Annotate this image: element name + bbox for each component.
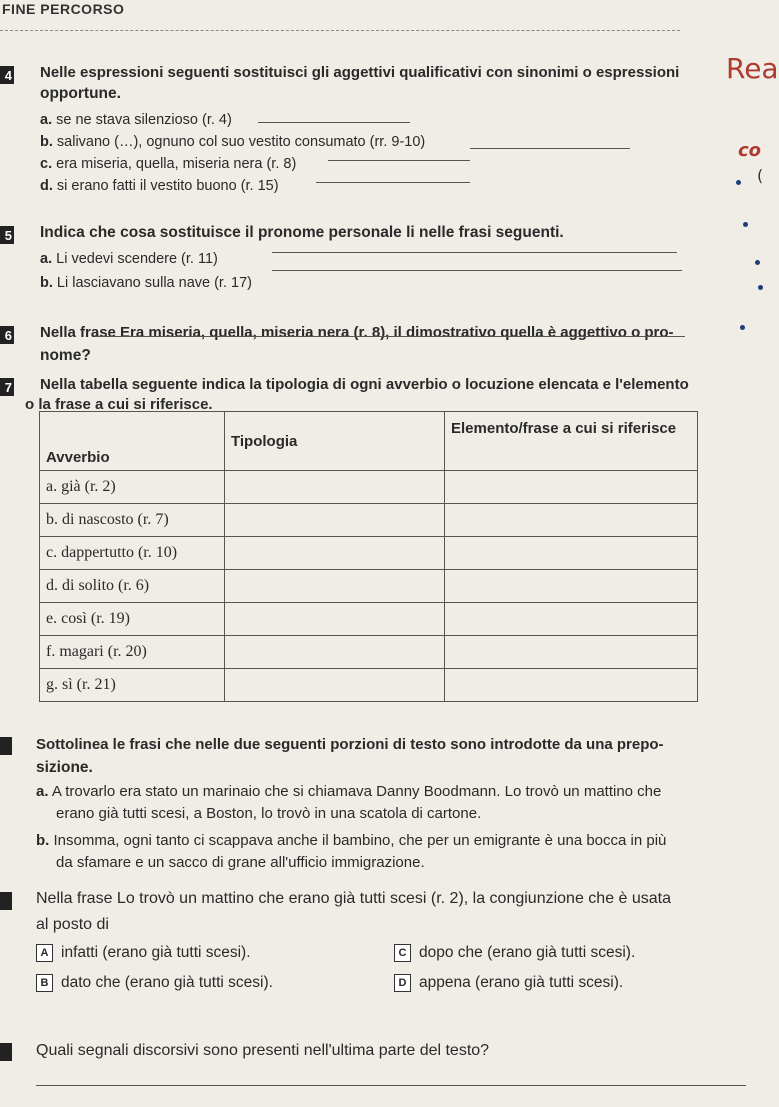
bullet-dot (740, 325, 745, 330)
column-header: Elemento/frase a cui si riferisce (445, 412, 698, 471)
passage-a: a. A trovarlo era stato un marinaio che si chiamava Danny Boodmann. Lo trovò un mattino che (36, 783, 662, 800)
answer-cell[interactable] (225, 636, 445, 669)
exercise-8-prompt-cont: sizione. (36, 759, 93, 776)
option-c[interactable]: C dopo che (erano già tutti scesi). (394, 944, 635, 962)
option-key[interactable]: B (36, 974, 53, 992)
answer-line[interactable] (36, 1085, 746, 1086)
answer-cell[interactable] (445, 636, 698, 669)
answer-cell[interactable] (225, 537, 445, 570)
answer-cell[interactable] (225, 504, 445, 537)
exercise-7-prompt: Nella tabella seguente indica la tipologia di ogni avverbio o locuzione elencata e l'elemento (40, 376, 689, 393)
answer-line[interactable] (95, 336, 685, 337)
answer-cell[interactable] (225, 570, 445, 603)
option-key[interactable]: A (36, 944, 53, 962)
exercise-4-item-a: a. se ne stava silenzioso (r. 4) (40, 112, 232, 128)
answer-line[interactable] (272, 270, 682, 271)
header-divider (0, 30, 680, 31)
exercise-4-item-c: c. era miseria, quella, miseria nera (r. 8) (40, 156, 297, 172)
answer-cell[interactable] (445, 669, 698, 702)
bullet-dot (758, 285, 763, 290)
answer-cell[interactable] (225, 603, 445, 636)
answer-line[interactable] (470, 148, 630, 149)
option-b[interactable]: B dato che (erano già tutti scesi). (36, 974, 273, 992)
exercise-number: 5 (0, 226, 14, 244)
table-row (40, 537, 698, 570)
passage-b: b. Insomma, ogni tanto ci scappava anche il bambino, che per un emigrante è una bocca in più (36, 832, 667, 849)
adverb-table (39, 411, 698, 702)
section-header: FINE PERCORSO (2, 1, 125, 17)
exercise-6-prompt: Nella frase Era miseria, quella, miseria nera (r. 8), il dimostrativo quella è aggettivo o pro- (40, 324, 674, 341)
table-row (40, 636, 698, 669)
table-row (40, 471, 698, 504)
exercise-5-prompt: Indica che cosa sostituisce il pronome personale li nelle frasi seguenti. (40, 224, 564, 241)
adverb-cell: d. di solito (r. 6) (40, 570, 225, 603)
passage-a-cont: erano già tutti scesi, a Boston, lo trovò in una scatola di cartone. (56, 805, 482, 822)
answer-line[interactable] (316, 182, 470, 183)
passage-b-cont: da sfamare e un sacco di grane all'ufficio immigrazione. (56, 854, 425, 871)
answer-cell[interactable] (445, 537, 698, 570)
side-paren: ( (757, 166, 764, 185)
side-word-co: co (738, 140, 762, 161)
answer-cell[interactable] (225, 669, 445, 702)
adverb-cell: f. magari (r. 20) (40, 636, 225, 669)
answer-cell[interactable] (445, 471, 698, 504)
exercise-7-prompt-cont: o la frase a cui si riferisce. (25, 396, 213, 413)
exercise-9-prompt: Nella frase Lo trovò un mattino che erano già tutti scesi (r. 2), la congiunzione che è usata (36, 890, 672, 907)
answer-line[interactable] (272, 252, 677, 253)
option-key[interactable]: D (394, 974, 411, 992)
exercise-4-item-d: d. si erano fatti il vestito buono (r. 15) (40, 178, 279, 194)
adverb-cell: b. di nascosto (r. 7) (40, 504, 225, 537)
answer-line[interactable] (258, 122, 410, 123)
exercise-number: 6 (0, 326, 14, 344)
exercise-number: 7 (0, 378, 14, 396)
column-header: Avverbio (40, 412, 225, 471)
table-row (40, 570, 698, 603)
table-header-row (40, 412, 698, 471)
column-header: Tipologia (225, 412, 445, 471)
exercise-number-marker (0, 737, 12, 755)
side-word-rea: Rea (726, 52, 779, 85)
option-a[interactable]: A infatti (erano già tutti scesi). (36, 944, 251, 962)
adverb-cell: c. dappertutto (r. 10) (40, 537, 225, 570)
bullet-dot (743, 222, 748, 227)
bullet-dot (755, 260, 760, 265)
table-row (40, 603, 698, 636)
exercise-number-marker (0, 1043, 12, 1061)
exercise-4-prompt: Nelle espressioni seguenti sostituisci gli aggettivi qualificativi con sinonimi o espressioni (40, 64, 680, 81)
exercise-10-prompt: Quali segnali discorsivi sono presenti nell'ultima parte del testo? (36, 1042, 490, 1059)
adverb-cell: e. così (r. 19) (40, 603, 225, 636)
answer-cell[interactable] (225, 471, 445, 504)
answer-cell[interactable] (445, 504, 698, 537)
table-row (40, 504, 698, 537)
exercise-9-prompt-cont: al posto di (36, 916, 109, 933)
exercise-number: 4 (0, 66, 14, 84)
adverb-cell: a. già (r. 2) (40, 471, 225, 504)
answer-cell[interactable] (445, 603, 698, 636)
answer-line[interactable] (328, 160, 470, 161)
table-row (40, 669, 698, 702)
exercise-5-item-b: b. Li lasciavano sulla nave (r. 17) (40, 275, 252, 291)
exercise-4-prompt-cont: opportune. (40, 85, 121, 102)
exercise-8-prompt: Sottolinea le frasi che nelle due seguenti porzioni di testo sono introdotte da una prepo- (36, 736, 664, 753)
option-d[interactable]: D appena (erano già tutti scesi). (394, 974, 623, 992)
exercise-5-item-a: a. Li vedevi scendere (r. 11) (40, 251, 218, 267)
bullet-dot (736, 180, 741, 185)
exercise-4-item-b: b. salivano (…), ognuno col suo vestito consumato (rr. 9-10) (40, 134, 426, 150)
exercise-6-prompt-cont: nome? (40, 347, 91, 364)
answer-cell[interactable] (445, 570, 698, 603)
adverb-cell: g. sì (r. 21) (40, 669, 225, 702)
option-key[interactable]: C (394, 944, 411, 962)
exercise-number-marker (0, 892, 12, 910)
